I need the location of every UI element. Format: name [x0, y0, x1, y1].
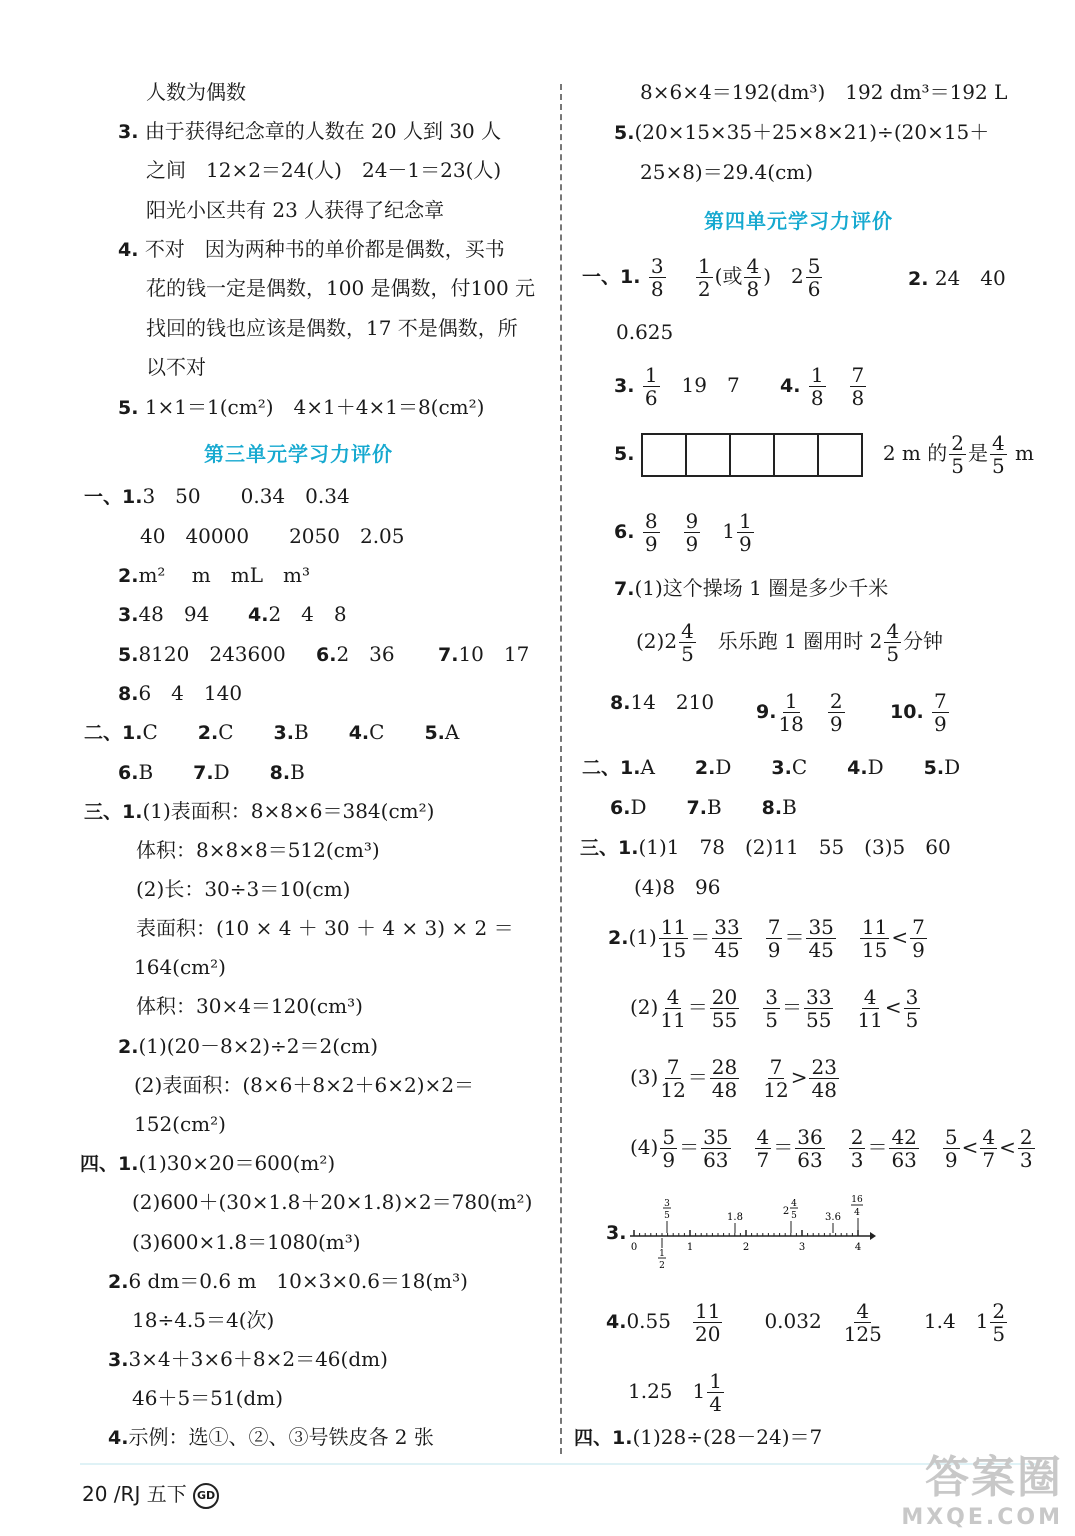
svg-text:4: 4	[854, 1208, 860, 1218]
text-line: (3)600×1.8＝1080(m³)	[132, 1230, 361, 1254]
text-line: 1.25 1 $\frac{1}{4}$	[628, 1369, 722, 1416]
tick-label-0: 0	[630, 1242, 638, 1253]
text-line: 体积：8×8×8＝512(cm³)	[136, 838, 380, 862]
text-line: 体积：30×4＝120(cm³)	[136, 994, 363, 1018]
page-footer	[82, 1478, 219, 1509]
part2-row2: 6.D 7.B 8.B	[610, 795, 797, 819]
answer-3: 3. 由于获得纪念章的人数在 20 人到 30 人	[118, 119, 502, 143]
mark-2-4-5: 2	[782, 1206, 790, 1217]
mark-3-6: 3.6	[825, 1212, 841, 1223]
column-divider	[560, 84, 562, 1454]
text-line: 花的钱一定是偶数，100 是偶数，付100 元	[146, 276, 536, 300]
part1-answer-4: 4.2 4 8	[248, 602, 347, 626]
part4-answer-1: 四、1.(1)28÷(28－24)＝7	[574, 1425, 823, 1449]
part1-answer-7: 7.(1)这个操场 1 圈是多少千米	[614, 576, 889, 600]
part3-answer-2d: (4) $\frac{5}{9}$ ＝ $\frac{35}{63}$ $\frac{4}{7}$ ＝ $\frac{36}{63}$ $\frac{2}{3}$ ＝ $\frac{42}{63}$ $\frac{5}{9}$ < $\frac{4}{7}$ < $\frac{2}{3}$	[630, 1125, 1033, 1172]
svg-text:5: 5	[664, 1211, 670, 1221]
text-line: (2)2 $\frac{4}{5}$ 乐乐跑 1 圈用时 2 $\frac{4}{5}$ 分钟	[636, 619, 944, 666]
part2-row1: 二、1.C 2.C 3.B 4.C 5.A	[84, 720, 460, 744]
part3-answer-2: 2.(1)(20－8×2)÷2＝2(cm)	[118, 1034, 379, 1058]
text-line: 18÷4.5＝4(次)	[132, 1308, 275, 1332]
mark-1-8: 1.8	[727, 1212, 743, 1223]
text-line: (2)600＋(30×1.8＋20×1.8)×2＝780(m²)	[132, 1190, 533, 1214]
part4-answer-3: 3.3×4＋3×6＋8×2＝46(dm)	[108, 1347, 388, 1371]
number-line	[626, 1188, 876, 1270]
part3-answer-3-label: 3.	[606, 1222, 627, 1244]
svg-text:4: 4	[791, 1199, 797, 1209]
text-line: 阳光小区共有 23 人获得了纪念章	[146, 198, 445, 222]
part2-row2: 6.B 7.D 8.B	[118, 760, 305, 784]
tick-label-4: 4	[854, 1242, 862, 1253]
tick-label-3: 3	[798, 1242, 806, 1253]
mark-1-2: 1	[659, 1249, 665, 1259]
section-heading-unit3: 第三单元学习力评价	[204, 442, 393, 466]
part3-answer-1: 三、1.(1)1 78 (2)11 55 (3)5 60	[580, 835, 951, 859]
text-line: 找回的钱也应该是偶数，17 不是偶数，所	[146, 316, 518, 340]
mark-16-4: 16	[851, 1195, 863, 1205]
part1-answer-5: 5.8120 243600	[118, 642, 286, 666]
part1-answer-6: 6. $\frac{8}{9}$ $\frac{9}{9}$ 1 $\frac{1}{9}$	[614, 509, 752, 556]
answer-5: 5. 1×1＝1(cm²) 4×1＋4×1＝8(cm²)	[118, 395, 485, 419]
part4-answer-1: 四、1.(1)30×20＝600(m²)	[80, 1151, 336, 1175]
mark-3-5: 3	[664, 1199, 670, 1209]
watermark: 答案圈 MXQE.COM	[901, 1452, 1063, 1530]
part3-answer-1: 三、1.(1)表面积：8×8×6＝384(cm²)	[84, 799, 435, 823]
text-line: 8×6×4＝192(dm³) 192 dm³＝192 L	[640, 80, 1008, 104]
text-line: 人数为偶数	[146, 80, 246, 104]
part1-answer-2: 2. 24 40	[908, 266, 1006, 290]
text-line: 表面积：(10 × 4 ＋ 30 ＋ 4 × 3) × 2 ＝	[136, 916, 514, 940]
part1-answer-7: 7.10 17	[438, 642, 530, 666]
text-line: 之间 12×2＝24(人) 24－1＝23(人)	[146, 158, 502, 182]
part1-answer-6: 6.2 36	[316, 642, 395, 666]
text-line: (2)表面积：(8×6＋8×2＋6×2)×2＝	[134, 1073, 475, 1097]
text-line: 以不对	[146, 355, 206, 379]
part4-answer-2: 2.6 dm＝0.6 m 10×3×0.6＝18(m³)	[108, 1269, 468, 1293]
part1-answer-3: 3.48 94	[118, 602, 210, 626]
section-heading-unit4: 第四单元学习力评价	[704, 209, 893, 233]
text-line: 40 40000 2050 2.05	[140, 524, 405, 548]
footer-rule	[80, 1463, 1040, 1465]
page-number: 20 /RJ 五下	[82, 1482, 187, 1506]
part1-answer-1: 一、1.3 50 0.34 0.34	[84, 484, 350, 508]
part1-answer-9: 9. $\frac{1}{18}$ $\frac{2}{9}$	[756, 689, 843, 736]
edition-badge: GD	[193, 1483, 219, 1509]
part4-answer-4: 4.示例：选①、②、③号铁皮各 2 张	[108, 1425, 434, 1449]
part1-answer-3: 3. $\frac{1}{6}$ 19 7	[614, 363, 740, 410]
part3-answer-2c: (3) $\frac{7}{12}$ ＝ $\frac{28}{48}$ $\frac{7}{12}$ > $\frac{23}{48}$	[630, 1055, 837, 1102]
shaded-boxes	[641, 433, 863, 477]
tick-label-2: 2	[742, 1242, 750, 1253]
svg-text:2: 2	[659, 1261, 665, 1270]
part1-answer-2: 2.m² m mL m³	[118, 563, 310, 587]
part3-answer-4: 4.0.55 $\frac{11}{20}$ 0.032 $\frac{4}{125}$ 1.4 1 $\frac{2}{5}$	[606, 1299, 1006, 1346]
part3-answer-2b: (2) $\frac{4}{11}$ ＝ $\frac{20}{55}$ $\frac{3}{5}$ ＝ $\frac{33}{55}$ $\frac{4}{11}$ < $\frac{3}{5}$	[630, 985, 919, 1032]
text-line: 46＋5＝51(dm)	[132, 1386, 283, 1410]
text-line: 25×8)＝29.4(cm)	[640, 160, 814, 184]
part1-answer-4: 4. $\frac{1}{8}$ $\frac{7}{8}$	[780, 363, 865, 410]
part2-row1: 二、1.A 2.D 3.C 4.D 5.D	[582, 755, 961, 779]
text-line: 152(cm²)	[134, 1112, 226, 1136]
part1-answer-8: 8.6 4 140	[118, 681, 243, 705]
number-line-arrow	[870, 1232, 876, 1240]
part1-answer-10: 10. $\frac{7}{9}$	[890, 689, 947, 736]
answer-5: 5.(20×15×35＋25×8×21)÷(20×15＋	[614, 120, 990, 144]
tick-label-1: 1	[686, 1242, 694, 1253]
svg-text:5: 5	[791, 1211, 797, 1221]
text-line: (4)8 96	[634, 875, 721, 899]
answer-4: 4. 不对 因为两种书的单价都是偶数，买书	[118, 237, 505, 261]
part1-answer-1: 一、1. $\frac{3}{8}$ $\frac{1}{2}$ (或 $\frac{4}{8}$ ) 2 $\frac{5}{6}$	[582, 254, 821, 301]
part3-answer-2a: 2.(1) $\frac{11}{15}$ ＝ $\frac{33}{45}$ $\frac{7}{9}$ ＝ $\frac{35}{45}$ $\frac{11}{15}$ < $\frac{7}{9}$	[608, 915, 925, 962]
text-line: 0.625	[616, 320, 674, 344]
part1-answer-8: 8.14 210	[610, 690, 715, 714]
part1-answer-5: 5. 2 m 的 $\frac{2}{5}$ 是 $\frac{4}{5}$ m	[614, 431, 1035, 478]
text-line: 164(cm²)	[134, 955, 226, 979]
text-line: (2)长：30÷3＝10(cm)	[136, 877, 351, 901]
